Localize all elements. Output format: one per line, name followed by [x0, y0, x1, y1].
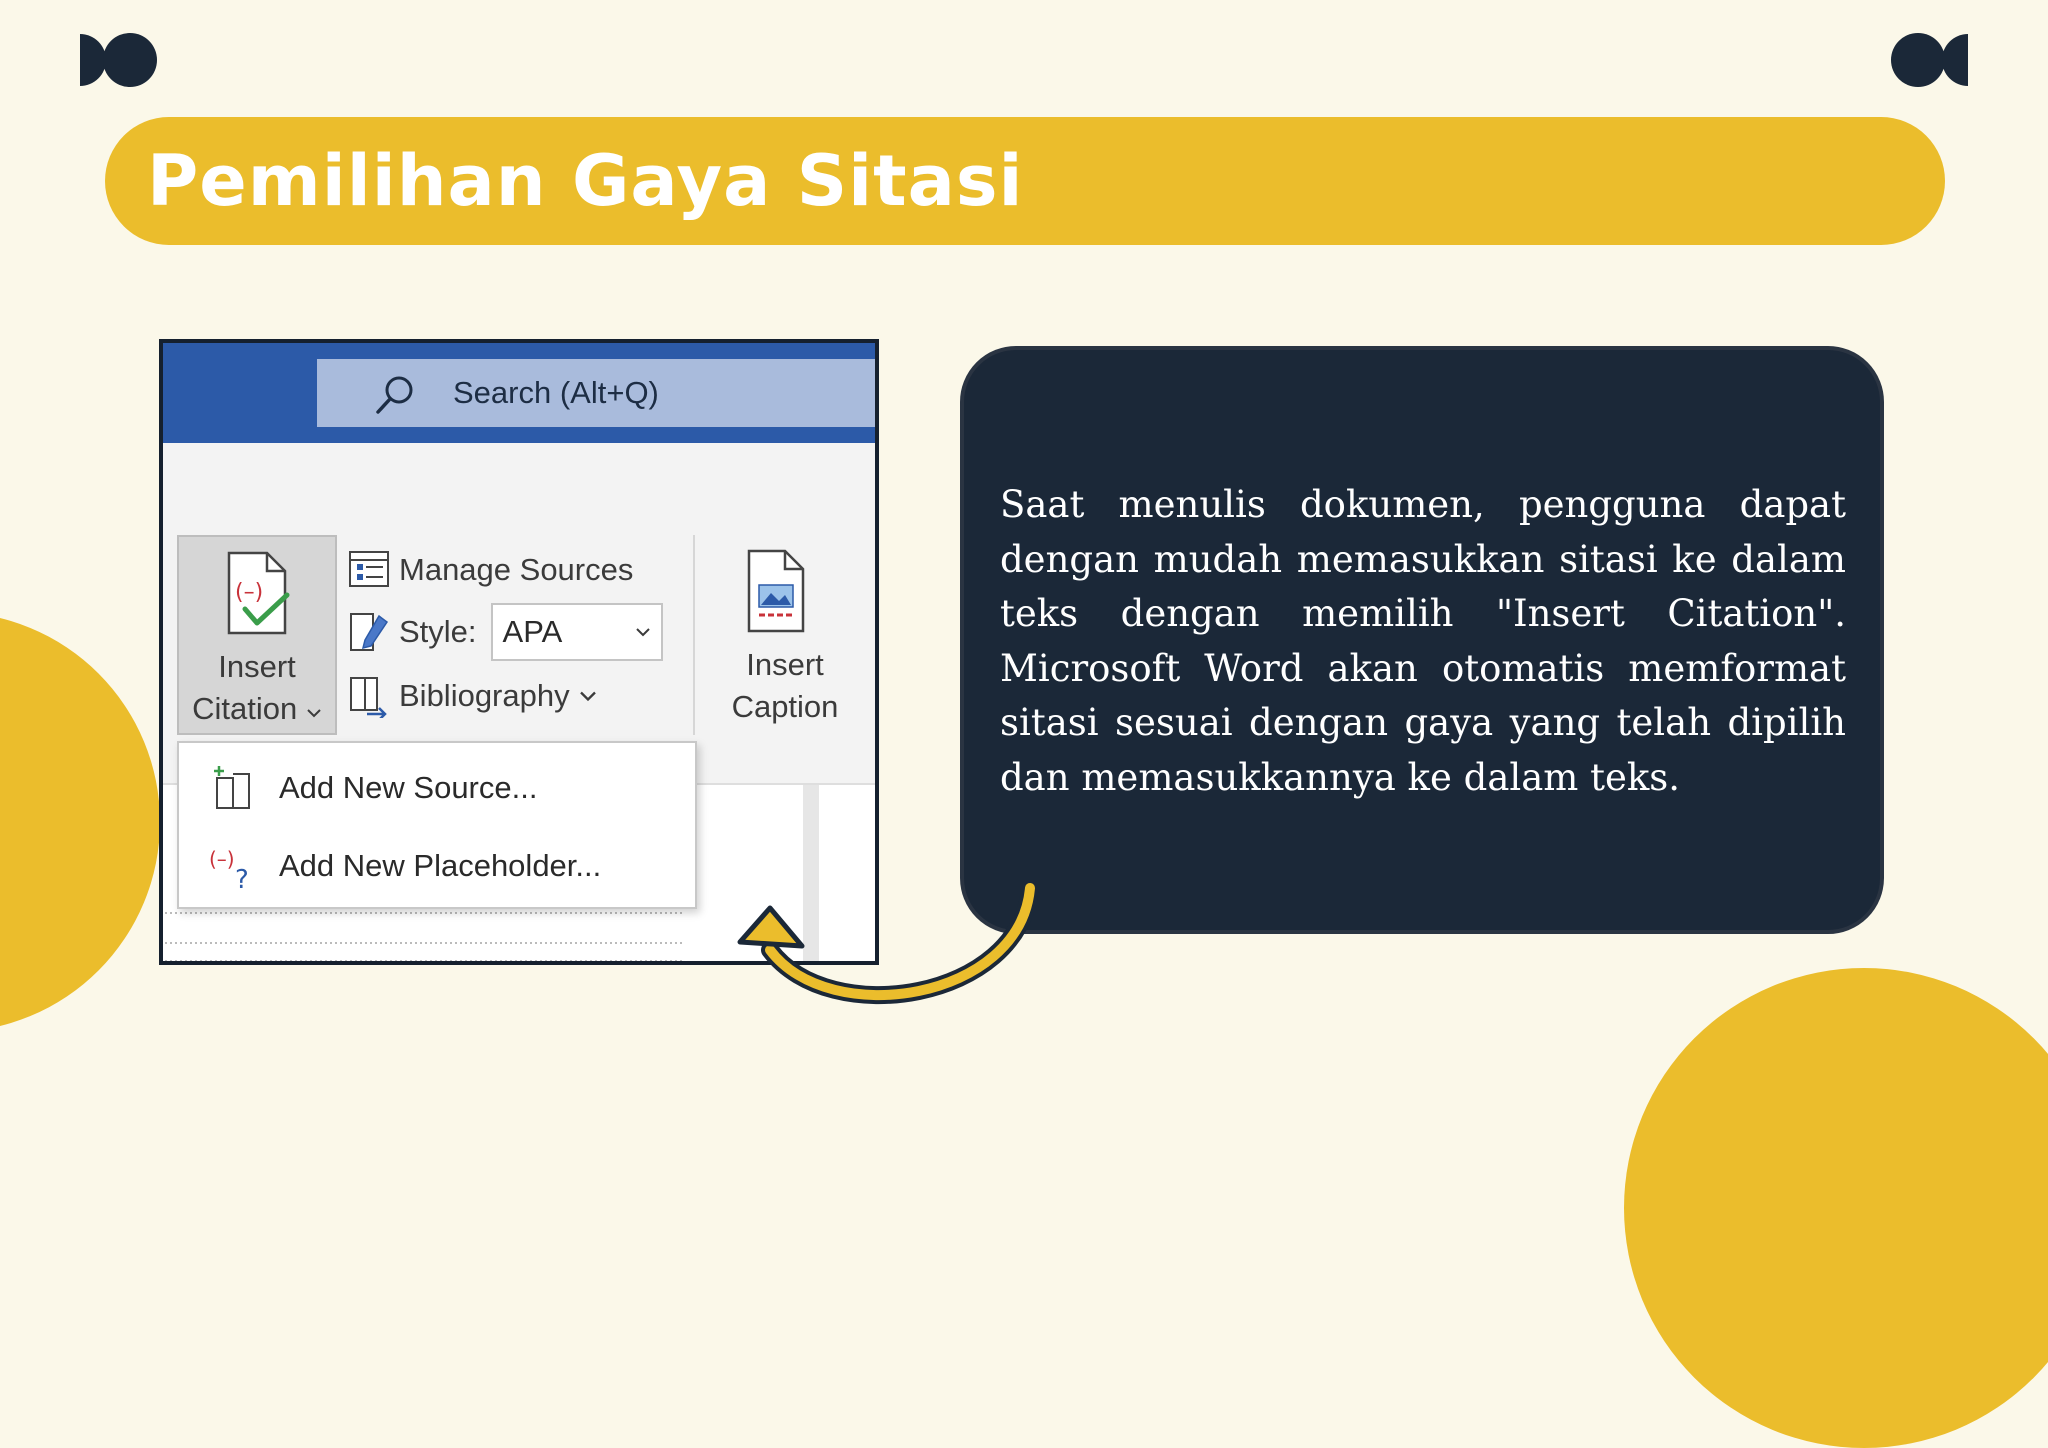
manage-sources-icon — [347, 548, 391, 592]
description-text: Saat menulis dokumen, pengguna dapat dengan mudah memasukkan sitasi ke dalam teks dengan memilih "Insert Citation". Microsoft Word akan otomatis memformat sitasi sesuai dengan gaya yang telah dipilih dan memasukkannya ke dalam teks. — [1000, 483, 1846, 799]
svg-text:(–): (–) — [235, 580, 264, 605]
style-group — [347, 605, 663, 659]
bibliography-label: Bibliography — [399, 678, 570, 713]
menu-item-add-new-source[interactable] — [179, 749, 695, 827]
curved-arrow-icon — [700, 880, 1060, 1040]
insert-caption-label-1: Insert — [746, 647, 824, 682]
insert-caption-button[interactable] — [715, 535, 855, 735]
search-icon — [373, 373, 417, 417]
title-banner — [105, 117, 1945, 245]
add-placeholder-label: Add New Placeholder... — [279, 848, 602, 883]
manage-sources-label: Manage Sources — [399, 552, 634, 587]
manage-sources-button[interactable] — [347, 543, 633, 597]
menu-item-add-new-placeholder[interactable] — [179, 827, 695, 905]
add-source-label: Add New Source... — [279, 770, 538, 805]
style-label: Style: — [399, 614, 477, 649]
decor-circle-right — [1624, 968, 2048, 1448]
insert-citation-label-2-text: Citation — [192, 691, 298, 726]
style-icon — [347, 610, 391, 654]
add-placeholder-icon — [209, 842, 257, 890]
insert-citation-label-2 — [179, 687, 335, 731]
insert-caption-label-2: Caption — [731, 689, 839, 724]
quote-mark-icon — [1888, 32, 1970, 88]
decor-circle-left — [0, 612, 160, 1032]
chevron-down-icon — [576, 689, 600, 703]
quote-mark-icon — [78, 32, 160, 88]
search-placeholder: Search (Alt+Q) — [453, 375, 659, 410]
description-card — [960, 346, 1884, 934]
bibliography-icon — [347, 674, 391, 718]
insert-citation-label-1: Insert — [218, 649, 296, 684]
style-select-value: APA — [502, 614, 563, 649]
group-separator — [693, 535, 695, 735]
bibliography-button[interactable] — [347, 669, 600, 723]
chevron-down-icon — [306, 707, 322, 719]
insert-citation-button[interactable] — [177, 535, 337, 735]
insert-citation-menu — [177, 741, 697, 909]
page-title: Pemilihan Gaya Sitasi — [147, 140, 1024, 222]
insert-citation-icon — [223, 551, 295, 635]
word-screenshot — [159, 339, 879, 965]
style-select[interactable] — [491, 603, 663, 661]
chevron-down-icon — [635, 626, 651, 638]
svg-text:(–): (–) — [209, 847, 235, 871]
svg-text:?: ? — [235, 865, 249, 890]
add-source-icon — [209, 764, 257, 812]
insert-caption-icon — [745, 549, 809, 633]
search-box[interactable] — [317, 359, 879, 427]
